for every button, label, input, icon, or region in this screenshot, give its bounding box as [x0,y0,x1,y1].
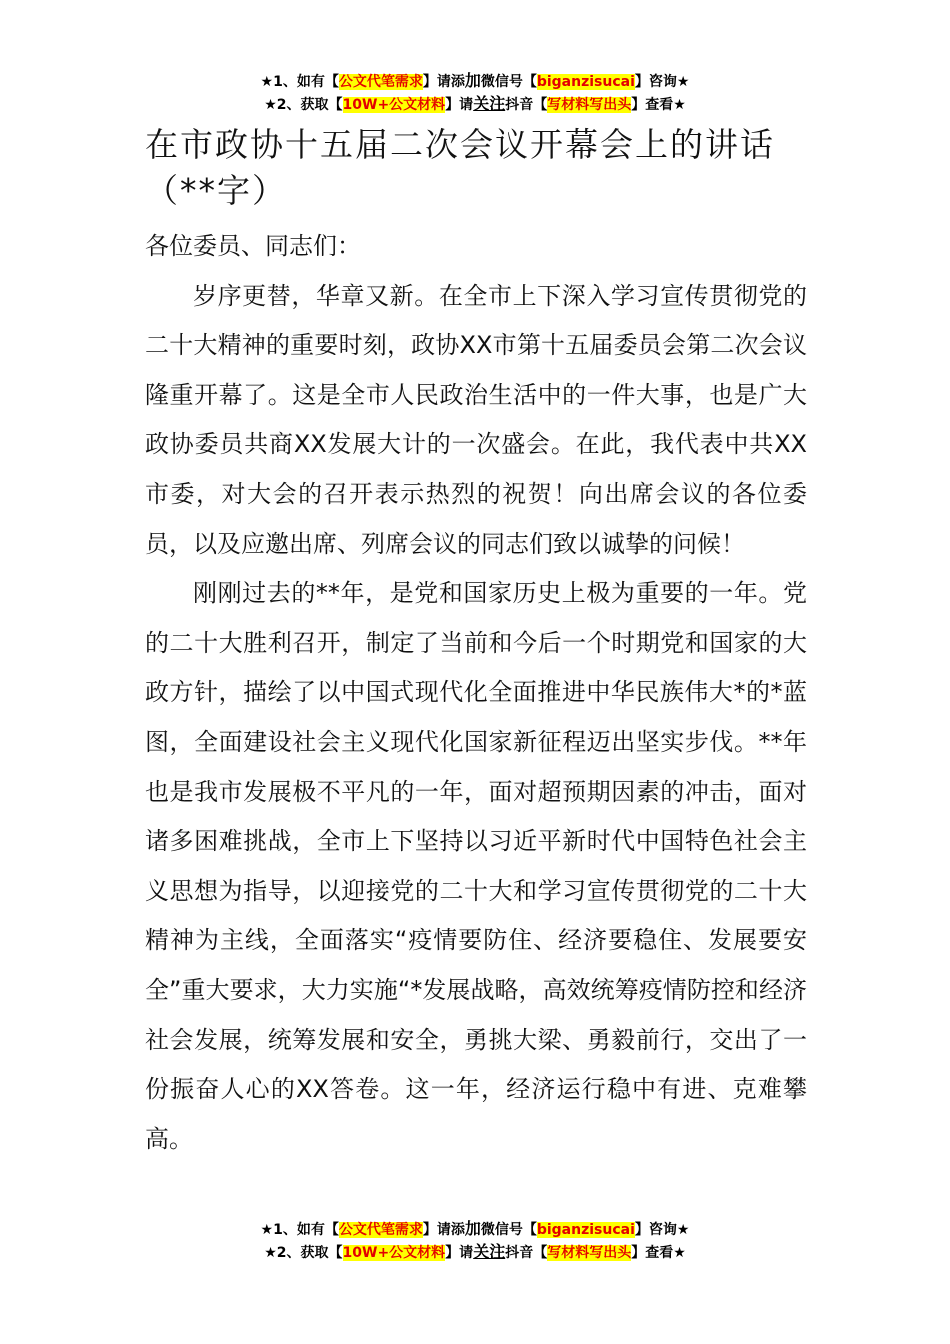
document-title: 在市政协十五届二次会议开幕会上的讲话（**字） [145,125,775,210]
banner-text: 】咨询★ [634,1222,690,1238]
banner-text: 】请添 [422,1222,465,1238]
footer-banner [0,1218,950,1264]
banner-text: 】请 [445,1245,474,1261]
banner-line-1 [0,1218,950,1241]
paragraph: 岁序更替，华章又新。在全市上下深入学习宣传贯彻党的二十大精神的重要时刻，政协XX市第十五届委员会第二次会议隆重开幕了。这是全市人民政治生活中的一件大事，也是广大政协委员共商XX发展大计的一次盛会。在此，我代表中共XX市委，对大会的召开表示热烈的祝贺！向出席会议的各位委员，以及应邀出席、列席会议的同志们致以诚挚的问候！ [145,281,807,558]
banner-highlight: 10W+公文材料 [342,1245,446,1261]
banner-text: 】查看★ [631,1245,686,1261]
banner-line-2 [0,1241,950,1264]
banner-text: 加 [464,1219,481,1238]
banner-underline: 关注 [473,1242,506,1261]
banner-highlight: 10W+公文材料 [342,97,446,113]
banner-underline: 关注 [473,94,506,113]
banner-text: 】请添 [422,74,465,90]
banner-highlight: 写材料写出头 [547,97,632,113]
banner-text: 】请 [445,97,474,113]
banner-text: ★2、获取【 [264,97,343,113]
banner-text: ★2、获取【 [264,1245,343,1261]
banner-highlight: 公文代笔需求 [338,1222,423,1238]
banner-text: ★1、如有【 [260,1222,339,1238]
banner-text: 】咨询★ [634,74,690,90]
banner-text: 微信号【 [480,74,537,90]
banner-text: 】查看★ [631,97,686,113]
banner-highlight: 公文代笔需求 [338,74,423,90]
banner-highlight: biganzisucai [536,74,635,90]
banner-text: 加 [464,71,481,90]
banner-highlight: 写材料写出头 [547,1245,632,1261]
banner-highlight: biganzisucai [536,1222,635,1238]
document-body [145,222,807,1164]
banner-text: 抖音【 [505,97,548,113]
banner-line-2 [0,93,950,116]
banner-text: 微信号【 [480,1222,537,1238]
banner-text: 抖音【 [505,1245,548,1261]
banner-text: ★1、如有【 [260,74,339,90]
paragraph: 刚刚过去的**年，是党和国家历史上极为重要的一年。党的二十大胜利召开，制定了当前和今后一个时期党和国家的大政方针，描绘了以中国式现代化全面推进中华民族伟大*的*蓝图，全面建设社会主义现代化国家新征程迈出坚实步伐。**年也是我市发展极不平凡的一年，面对超预期因素的冲击，面对诸多困难挑战，全市上下坚持以习近平新时代中国特色社会主义思想为指导，以迎接党的二十大和学习宣传贯彻党的二十大精神为主线，全面落实“疫情要防住、经济要稳住、发展要安全”重大要求，大力实施“*发展战略，高效统筹疫情防控和经济社会发展，统筹发展和安全，勇挑大梁、勇毅前行，交出了一份振奋人心的XX答卷。这一年，经济运行稳中有进、克难攀高。 [145,579,807,1153]
salutation: 各位委员、同志们： [145,232,361,260]
banner-line-1 [0,70,950,93]
header-banner [0,70,950,116]
